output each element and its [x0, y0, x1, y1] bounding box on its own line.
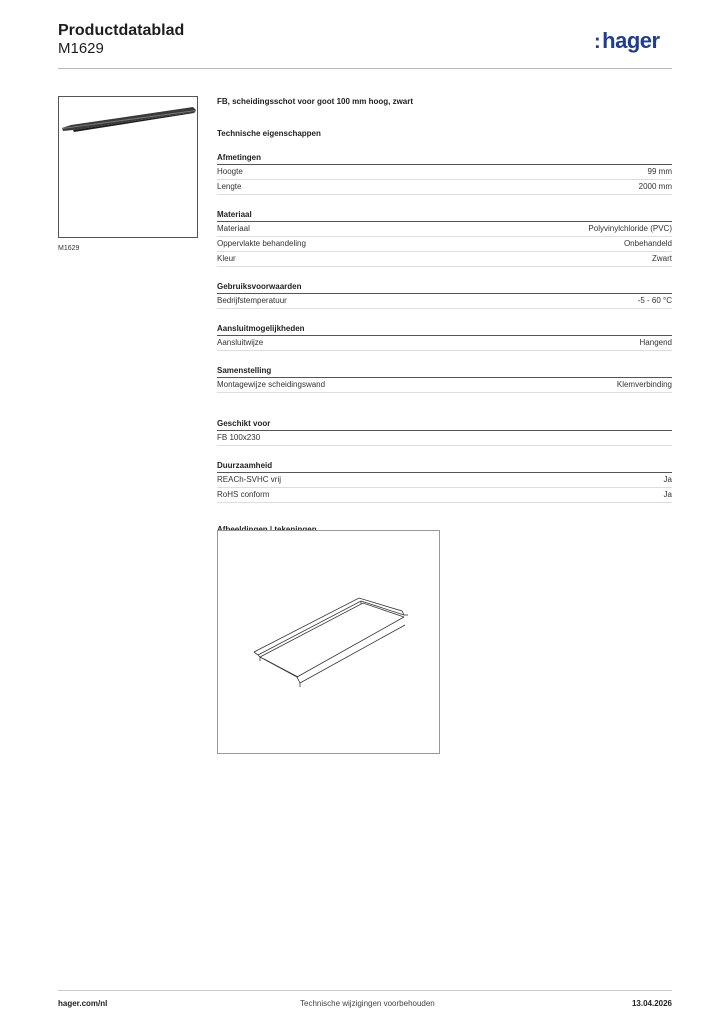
spec-row: [217, 252, 672, 267]
technical-drawing-image: [218, 531, 439, 753]
spec-row: [217, 473, 672, 488]
product-description: FB, scheidingsschot voor goot 100 mm hoog, zwart: [217, 97, 414, 106]
spec-label: Kleur: [217, 254, 236, 263]
spec-value: Ja: [663, 490, 672, 499]
spec-label: REACh-SVHC vrij: [217, 475, 282, 484]
section-title: Afmetingen: [217, 153, 672, 165]
page-title: Productdatablad: [58, 22, 185, 39]
spec-section: [217, 282, 672, 309]
spec-label: Bedrijfstemperatuur: [217, 296, 287, 305]
spec-value: Hangend: [639, 338, 672, 347]
section-title: Geschikt voor: [217, 419, 672, 431]
section-title: Duurzaamheid: [217, 461, 672, 473]
spec-label: Lengte: [217, 182, 242, 191]
spec-row: [217, 237, 672, 252]
spec-label: RoHS conform: [217, 490, 270, 499]
spec-label: Aansluitwijze: [217, 338, 264, 347]
footer-divider: [58, 990, 672, 991]
spec-section: [217, 366, 672, 393]
spec-label: Hoogte: [217, 167, 243, 176]
suitable-section: [217, 419, 672, 446]
spec-label: Montagewijze scheidingswand: [217, 380, 326, 389]
spec-row: [217, 165, 672, 180]
spec-sections: [217, 153, 672, 393]
spec-value: Zwart: [652, 254, 672, 263]
product-photo: [58, 96, 198, 238]
spec-section: [217, 324, 672, 351]
section-title: Gebruiksvoorwaarden: [217, 282, 672, 294]
spec-value: Onbehandeld: [623, 239, 672, 248]
technical-drawing: [217, 530, 440, 754]
spec-row: [217, 180, 672, 195]
footer-date: 13.04.2026: [631, 999, 672, 1008]
section-title: Aansluitmogelijkheden: [217, 324, 672, 336]
spec-section: [217, 210, 672, 267]
spec-value: -5 - 60 °C: [637, 296, 672, 305]
spec-value: 2000 mm: [638, 182, 672, 191]
spec-value: Klemverbinding: [616, 380, 672, 389]
header-divider: [58, 68, 672, 69]
spec-row: [217, 294, 672, 309]
spec-value: Polyvinylchloride (PVC): [588, 224, 672, 233]
spec-row: [217, 431, 672, 446]
spec-row: [217, 488, 672, 503]
logo-text: hager: [602, 28, 660, 53]
spec-label: Oppervlakte behandeling: [217, 239, 306, 248]
spec-value: Ja: [663, 475, 672, 484]
photo-caption: M1629: [58, 245, 80, 252]
tech-heading: Technische eigenschappen: [217, 129, 321, 138]
spec-content: [217, 97, 672, 534]
footer-website-link[interactable]: hager.com/nl: [58, 999, 108, 1008]
product-code: M1629: [58, 40, 104, 57]
logo-dots-icon: :: [594, 31, 601, 53]
footer-notice: Technische wijzigingen voorbehouden: [300, 999, 435, 1008]
spec-row: [217, 222, 672, 237]
spec-label: Materiaal: [217, 224, 250, 233]
spec-value: 99 mm: [647, 167, 672, 176]
spec-label: FB 100x230: [217, 433, 261, 442]
sustainability-section: [217, 461, 672, 503]
section-title: Materiaal: [217, 210, 672, 222]
spec-section: [217, 153, 672, 195]
spec-row: [217, 378, 672, 393]
section-title: Samenstelling: [217, 366, 672, 378]
product-photo-image: [59, 97, 197, 237]
hager-logo: [594, 28, 660, 54]
spec-row: [217, 336, 672, 351]
